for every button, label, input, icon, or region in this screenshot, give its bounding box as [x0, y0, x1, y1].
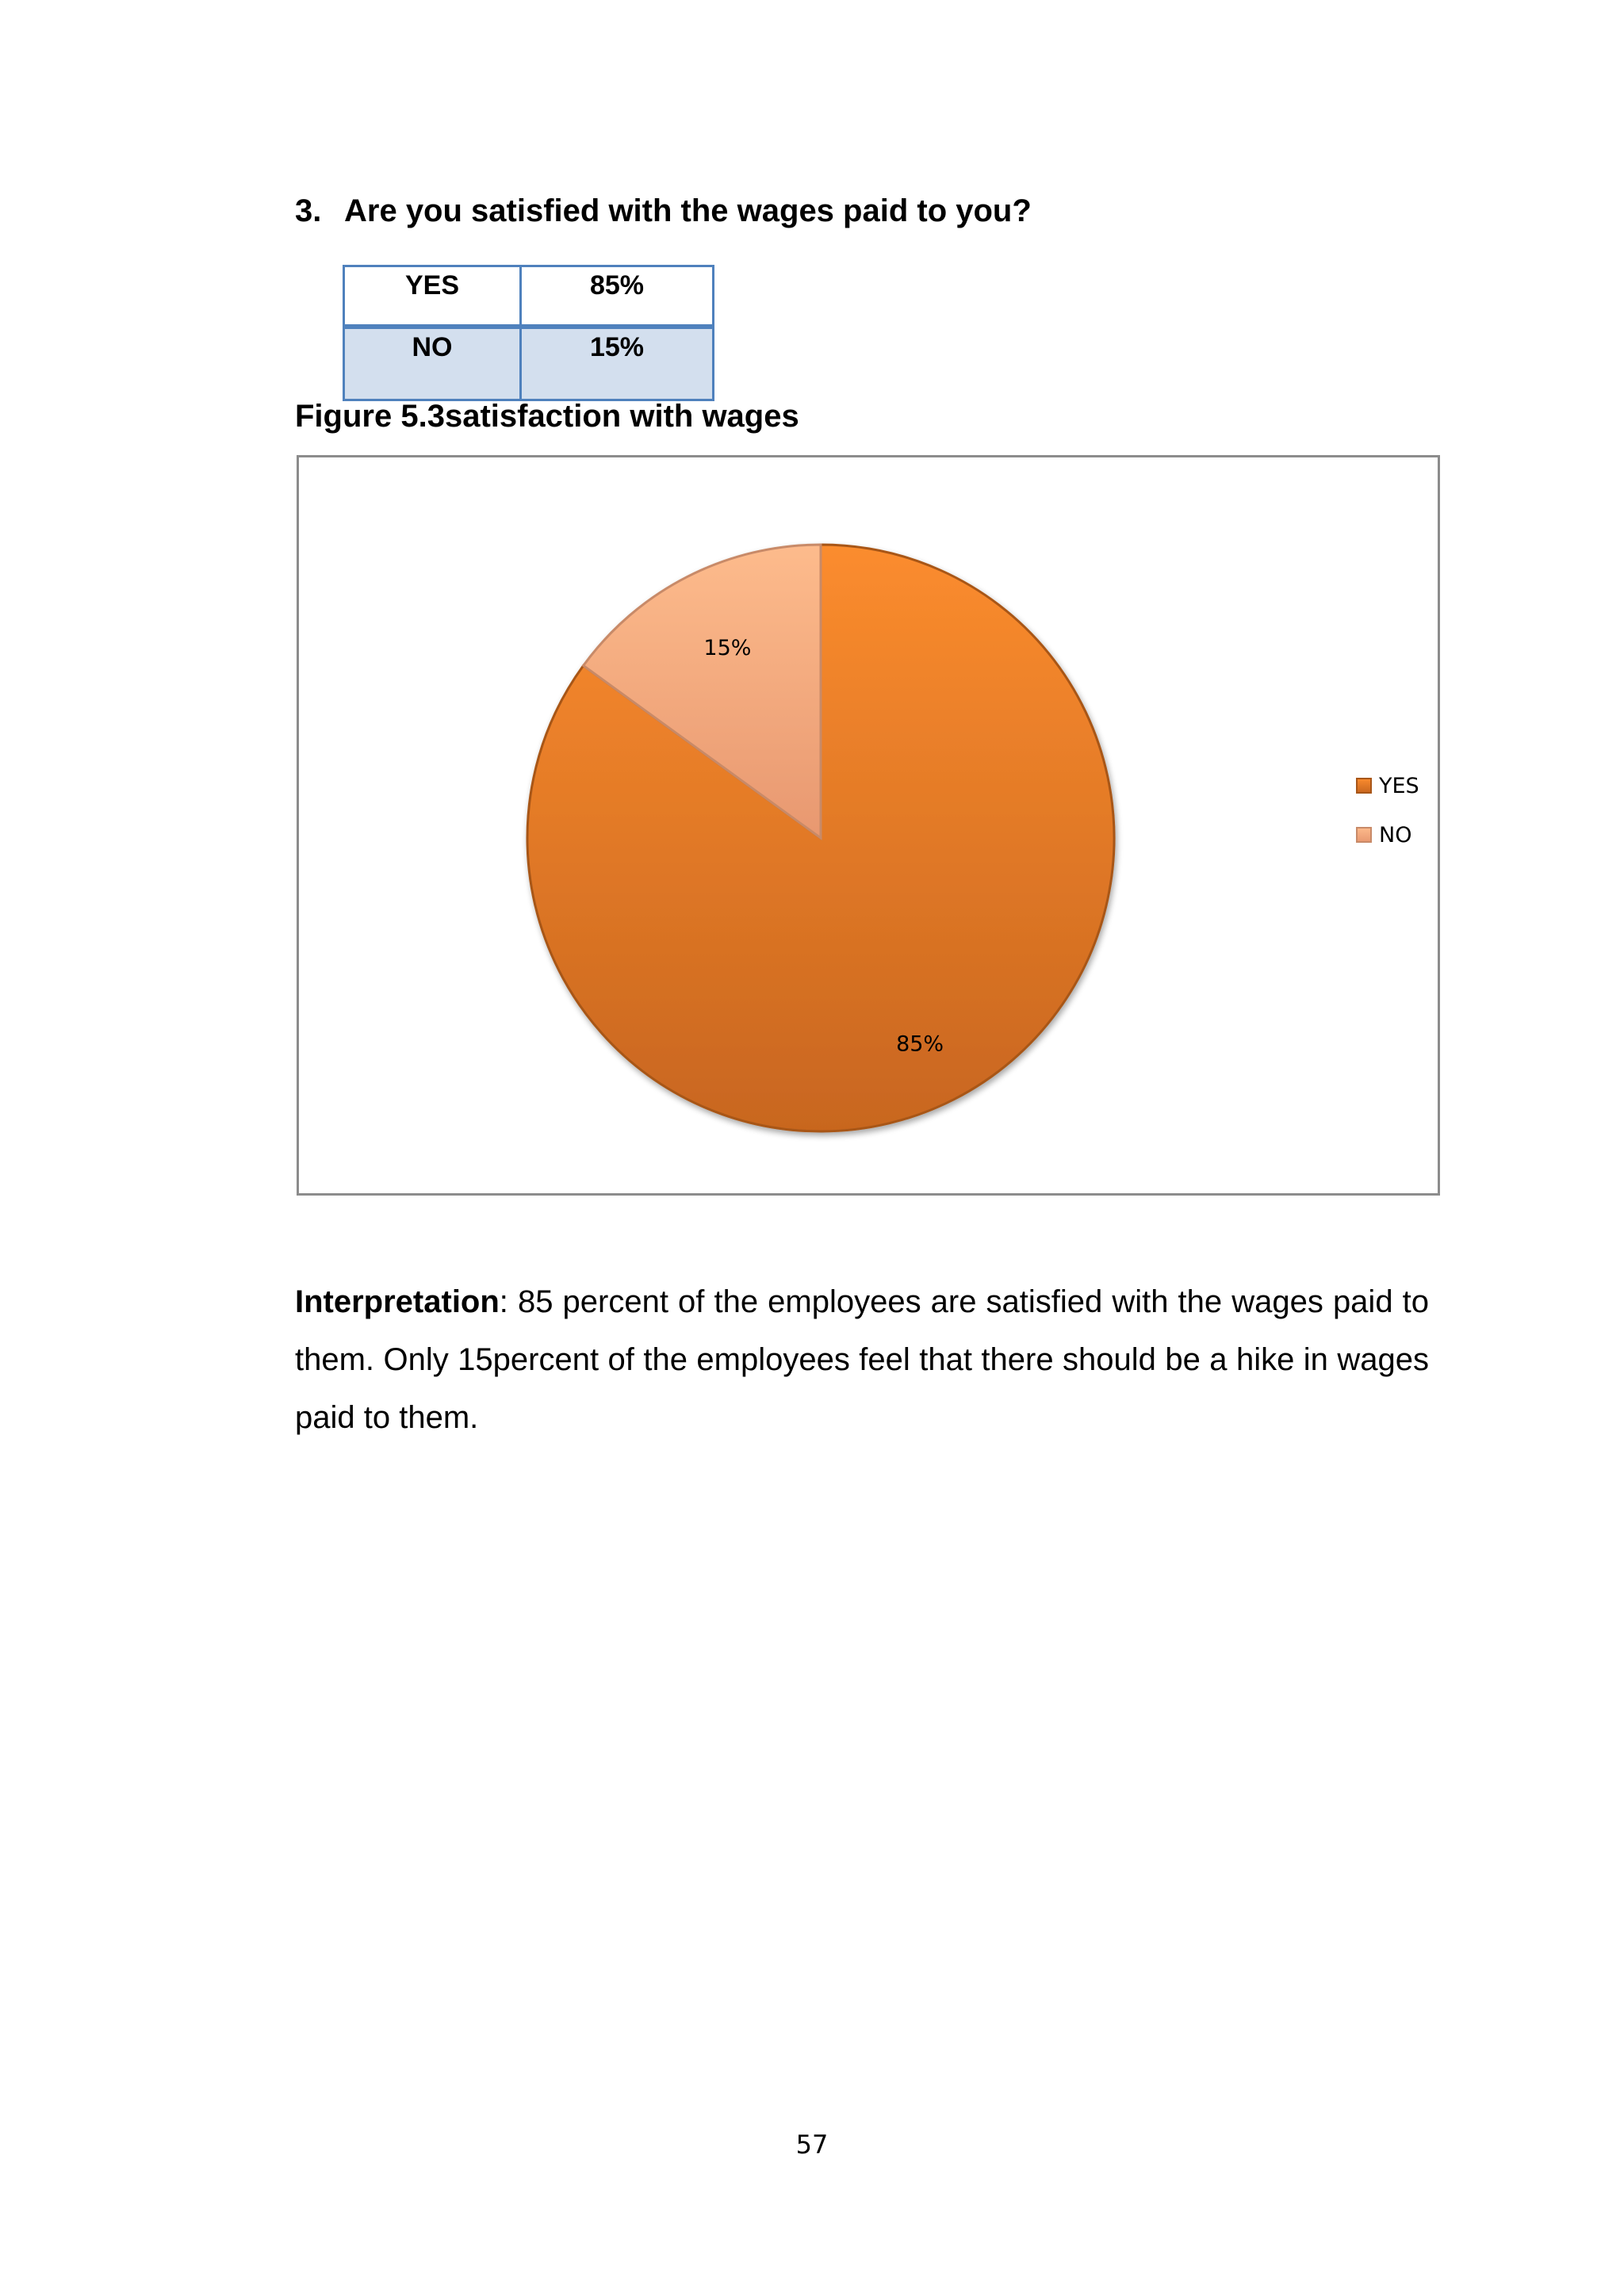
- table-cell-value: 85%: [521, 266, 714, 327]
- legend-label-no: NO: [1379, 823, 1412, 848]
- table-cell-value: 15%: [521, 327, 714, 400]
- table-row: [344, 327, 714, 400]
- pie-chart: [297, 455, 1440, 1196]
- page-number: 57: [795, 2130, 829, 2160]
- legend-swatch-yes: [1357, 779, 1371, 793]
- pie-slices: [527, 545, 1114, 1131]
- question-heading: [295, 193, 1032, 229]
- chart-legend: [1357, 774, 1419, 848]
- pie-chart-svg: [299, 457, 1438, 1193]
- table-row: [344, 266, 714, 327]
- legend-item-no: [1357, 823, 1411, 848]
- data-label-no: 15%: [703, 636, 752, 661]
- question-text: Are you satisfied with the wages paid to you?: [344, 193, 1032, 228]
- interpretation-label: Interpretation: [295, 1284, 500, 1319]
- interpretation-text: : 85 percent of the employees are satisfied with the wages paid to them. Only 15percent of the employees feel that there should be a hike in wages paid to them.: [295, 1284, 1429, 1435]
- question-number: 3.: [295, 193, 322, 228]
- answers-table: [343, 265, 714, 401]
- data-label-yes: 85%: [896, 1031, 944, 1057]
- table-cell-label: YES: [344, 266, 521, 327]
- interpretation-paragraph: [295, 1273, 1429, 1447]
- table-cell-label: NO: [344, 327, 521, 400]
- figure-caption: Figure 5.3satisfaction with wages: [295, 399, 799, 434]
- legend-swatch-no: [1357, 828, 1371, 842]
- legend-label-yes: YES: [1379, 774, 1419, 798]
- legend-item-yes: [1357, 774, 1419, 798]
